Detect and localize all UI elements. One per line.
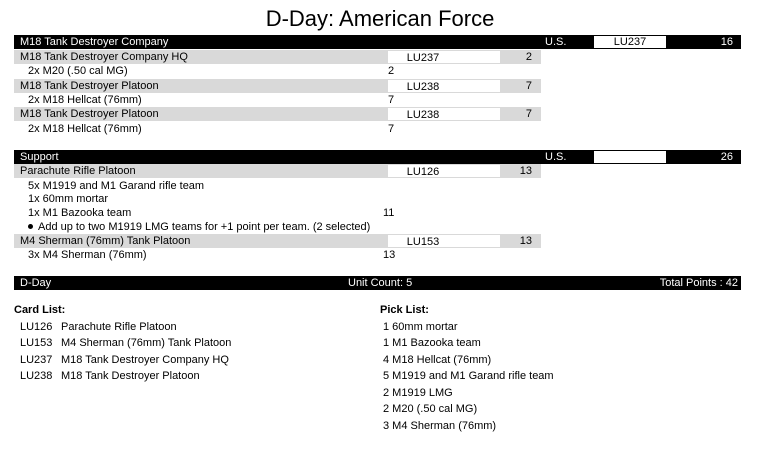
section-header-tank-destroyer [14,35,741,49]
unit-detail: 1x M1 Bazooka team [28,207,132,219]
pick-list-item: 5 M1919 and M1 Garand rifle team [383,370,554,382]
unit-points: 13 [519,165,532,177]
pick-list-item: 3 M4 Sherman (76mm) [383,420,497,432]
unit-row [14,164,541,178]
unit-detail-points: 2 [388,65,395,77]
card-list-name: Parachute Rifle Platoon [61,321,177,333]
total-points: Total Points : 42 [659,277,738,289]
unit-option [28,220,370,234]
force-name: D-Day [20,277,52,289]
unit-points: 13 [519,235,532,247]
card-list-name: M4 Sherman (76mm) Tank Platoon [61,337,232,349]
bullet-icon [28,224,33,229]
unit-detail: 2x M18 Hellcat (76mm) [28,94,142,106]
pick-list-item: 1 M1 Bazooka team [383,337,481,349]
unit-row [14,79,541,93]
card-list-heading: Card List: [14,304,66,316]
section-header-support [14,150,741,164]
unit-code: LU237 [406,52,440,64]
unit-code-box [388,235,500,247]
section-code [594,151,666,163]
card-list-code: LU237 [20,354,53,366]
unit-code: LU153 [406,236,440,248]
unit-detail-points: 7 [388,123,395,135]
unit-points: 7 [525,108,532,120]
pick-list-item: 1 60mm mortar [383,321,458,333]
unit-name: Parachute Rifle Platoon [20,165,136,177]
pick-list-heading: Pick List: [380,304,429,316]
unit-option-text: Add up to two M1919 LMG teams for +1 point per team. (2 selected) [38,221,371,233]
unit-detail: 2x M18 Hellcat (76mm) [28,123,142,135]
unit-count: Unit Count: 5 [348,277,413,289]
card-list-code: LU126 [20,321,53,333]
unit-row [14,50,541,64]
section-code: LU237 [594,36,666,48]
pick-list-item: 2 M20 (.50 cal MG) [383,403,478,415]
section-nation: U.S. [545,151,567,163]
unit-detail-points: 7 [388,94,395,106]
card-list-code: LU238 [20,370,53,382]
unit-code-box [388,165,500,177]
unit-name: M18 Tank Destroyer Platoon [20,108,159,120]
unit-detail: 2x M20 (.50 cal MG) [28,65,128,77]
section-name: M18 Tank Destroyer Company [20,36,169,48]
unit-code-box [388,108,500,120]
card-list-name: M18 Tank Destroyer Platoon [61,370,200,382]
unit-points: 7 [525,80,532,92]
summary-bar [14,276,741,290]
unit-name: M4 Sherman (76mm) Tank Platoon [20,235,191,247]
unit-detail-points: 11 [383,207,395,219]
section-nation: U.S. [545,36,567,48]
section-name: Support [20,151,59,163]
unit-name: M18 Tank Destroyer Company HQ [20,51,188,63]
unit-code: LU126 [406,166,440,178]
unit-row [14,234,541,248]
unit-points: 2 [525,51,532,63]
section-points: 26 [720,151,733,163]
card-list-name: M18 Tank Destroyer Company HQ [61,354,229,366]
unit-row [14,107,541,121]
unit-detail: 3x M4 Sherman (76mm) [28,249,147,261]
pick-list-item: 4 M18 Hellcat (76mm) [383,354,492,366]
unit-name: M18 Tank Destroyer Platoon [20,80,159,92]
unit-detail: 1x 60mm mortar [28,193,109,205]
unit-detail: 5x M1919 and M1 Garand rifle team [28,180,205,192]
unit-code: LU238 [406,109,440,121]
unit-code-box [388,51,500,63]
card-list-code: LU153 [20,337,53,349]
unit-code: LU238 [406,81,440,93]
unit-code-box [388,80,500,92]
section-points: 16 [720,36,733,48]
pick-list-item: 2 M1919 LMG [383,387,453,399]
unit-detail-points: 13 [383,249,396,261]
page-title: D-Day: American Force [265,6,495,31]
